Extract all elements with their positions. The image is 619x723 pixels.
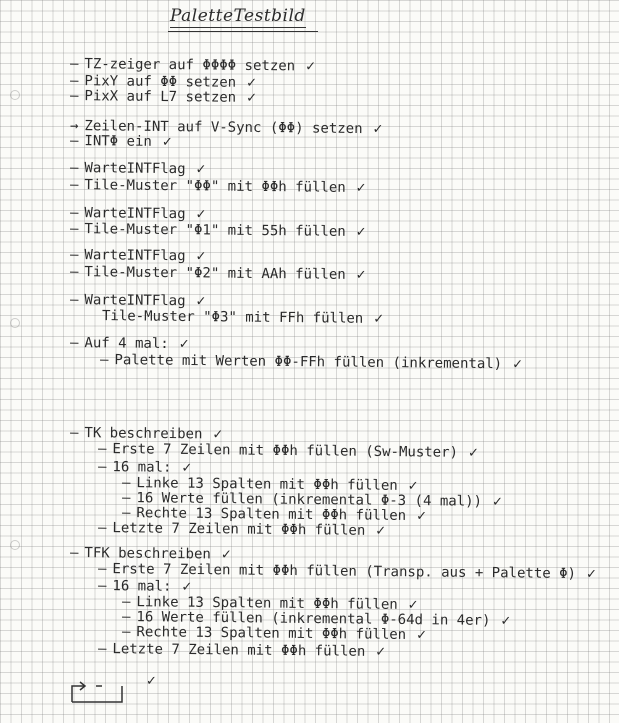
list-item-text: Tile-Muster "Φ2" mit AAh füllen xyxy=(84,264,346,283)
bullet-dash: — xyxy=(69,264,79,281)
list-item xyxy=(70,247,207,265)
check-mark: ✓ xyxy=(212,427,224,443)
list-item-text: Letzte 7 Zeilen mit ΦΦh füllen xyxy=(112,520,366,539)
check-mark: ✓ xyxy=(407,478,419,495)
check-mark: ✓ xyxy=(181,460,193,476)
bullet-dash: — xyxy=(69,425,79,442)
list-item xyxy=(70,133,173,151)
list-item-text: WarteINTFlag xyxy=(84,160,186,178)
check-mark: ✓ xyxy=(305,59,317,75)
check-mark: ✓ xyxy=(220,547,232,563)
title-underline xyxy=(168,31,318,32)
bullet-dash: — xyxy=(69,545,79,562)
list-item-text: Tile-Muster "Φ3" mit FFh füllen xyxy=(101,308,364,327)
check-mark: ✓ xyxy=(500,613,512,630)
check-mark: ✓ xyxy=(195,249,207,265)
list-item-text: Tile-Muster "Φ1" mit 55h füllen xyxy=(84,221,346,240)
list-item-text: Tile-Muster "ΦΦ" mit ΦΦh füllen xyxy=(84,177,346,196)
list-item-text: 16 mal: xyxy=(112,459,172,476)
check-mark: ✓ xyxy=(416,628,428,644)
list-item xyxy=(98,641,386,661)
list-item xyxy=(70,177,367,197)
bullet-dash: — xyxy=(69,205,79,222)
list-item xyxy=(70,221,367,241)
bullet-dash: — xyxy=(69,247,79,264)
list-item-text: 16 mal: xyxy=(112,578,172,595)
check-mark: ✓ xyxy=(585,567,597,583)
check-mark: ✓ xyxy=(467,445,479,461)
check-mark: ✓ xyxy=(355,180,367,197)
bullet-dash: — xyxy=(121,505,131,522)
check-mark: ✓ xyxy=(375,523,387,540)
list-item-text: Letzte 7 Zeilen mit ΦΦh füllen xyxy=(112,641,366,660)
list-item xyxy=(100,352,523,373)
bullet-dash: — xyxy=(69,56,79,73)
loop-arrow-icon xyxy=(68,680,128,704)
list-item-text: WarteINTFlag xyxy=(84,205,186,223)
list-item-text: INTΦ ein xyxy=(84,133,152,150)
list-item-text: PixY auf ΦΦ setzen xyxy=(84,73,237,91)
bullet-dash: — xyxy=(69,221,79,238)
bullet-dash: — xyxy=(97,441,107,458)
list-item-text: TFK beschreiben xyxy=(84,545,211,563)
list-item-text: WarteINTFlag xyxy=(84,292,186,310)
check-mark: ✓ xyxy=(195,294,207,310)
check-mark: ✓ xyxy=(375,644,387,661)
check-mark: ✓ xyxy=(512,357,524,373)
check-mark: ✓ xyxy=(161,134,173,151)
bullet-dash: — xyxy=(121,609,131,626)
list-item-text: 16 Werte füllen (inkremental Φ-3 (4 mal)) xyxy=(136,490,483,510)
list-item-text: Zeilen-INT auf V-Sync (ΦΦ) setzen xyxy=(84,118,363,138)
list-item-text: Auf 4 mal: xyxy=(84,335,169,353)
bullet-dash: — xyxy=(69,292,79,309)
page-title: PaletteTestbild xyxy=(170,6,306,26)
bullet-dash: — xyxy=(99,352,109,369)
bullet-dash: — xyxy=(69,177,79,194)
check-mark: ✓ xyxy=(373,311,385,328)
list-item xyxy=(70,335,190,353)
list-item xyxy=(70,88,257,107)
check-mark: ✓ xyxy=(416,509,428,525)
list-item-text: TK beschreiben xyxy=(84,425,203,443)
list-item xyxy=(70,264,367,284)
list-item-text: Erste 7 Zeilen mit ΦΦh füllen (Sw-Muster) xyxy=(112,441,459,461)
list-item xyxy=(70,160,207,178)
list-item-text: WarteINTFlag xyxy=(84,247,186,265)
bullet-dash: — xyxy=(69,133,79,150)
binder-hole xyxy=(10,318,20,328)
bullet-dash: → xyxy=(69,118,79,135)
bullet-dash: — xyxy=(69,88,79,105)
bullet-dash: — xyxy=(69,73,79,90)
check-mark: ✓ xyxy=(181,579,193,595)
bullet-dash: — xyxy=(121,490,131,507)
bullet-dash: — xyxy=(69,160,79,177)
bullet-dash: — xyxy=(121,475,131,492)
list-item-text: PixX auf L7 setzen xyxy=(84,88,237,106)
list-item-text: Erste 7 Zeilen mit ΦΦh füllen (Transp. aus + Palette Φ) xyxy=(112,561,577,583)
bullet-dash: — xyxy=(97,561,107,578)
bullet-dash: — xyxy=(69,335,79,352)
bullet-dash: — xyxy=(97,459,107,476)
list-item-text: 16 Werte füllen (inkremental Φ-64d in 4er) xyxy=(136,609,491,629)
list-item-text: Linke 13 Spalten mit ΦΦh füllen xyxy=(136,475,398,494)
bullet-dash: — xyxy=(121,624,131,641)
list-item xyxy=(96,308,384,328)
bullet-dash: — xyxy=(97,641,107,658)
end-check-mark: ✓ xyxy=(146,674,157,689)
check-mark: ✓ xyxy=(246,90,258,106)
bullet-dash: — xyxy=(121,594,131,611)
binder-hole xyxy=(10,540,20,550)
check-mark: ✓ xyxy=(355,224,367,241)
check-mark: ✓ xyxy=(246,75,258,91)
check-mark: ✓ xyxy=(195,207,207,223)
list-item-text: Rechte 13 Spalten mit ΦΦh füllen xyxy=(136,505,407,524)
check-mark: ✓ xyxy=(407,597,419,614)
check-mark: ✓ xyxy=(178,337,190,353)
check-mark: ✓ xyxy=(355,267,367,284)
bullet-dash: — xyxy=(97,578,107,595)
check-mark: ✓ xyxy=(195,162,207,178)
list-item-text: Palette mit Werten ΦΦ-FFh füllen (inkremental) xyxy=(114,352,503,373)
list-item-text: Rechte 13 Spalten mit ΦΦh füllen xyxy=(136,624,407,643)
list-item-text: TZ-zeiger auf ΦΦΦΦ setzen xyxy=(84,56,296,75)
binder-hole xyxy=(10,90,20,100)
list-item xyxy=(98,520,386,540)
check-mark: ✓ xyxy=(372,122,384,138)
bullet-dash: — xyxy=(97,520,107,537)
check-mark: ✓ xyxy=(491,494,503,510)
list-item-text: Linke 13 Spalten mit ΦΦh füllen xyxy=(136,594,398,613)
